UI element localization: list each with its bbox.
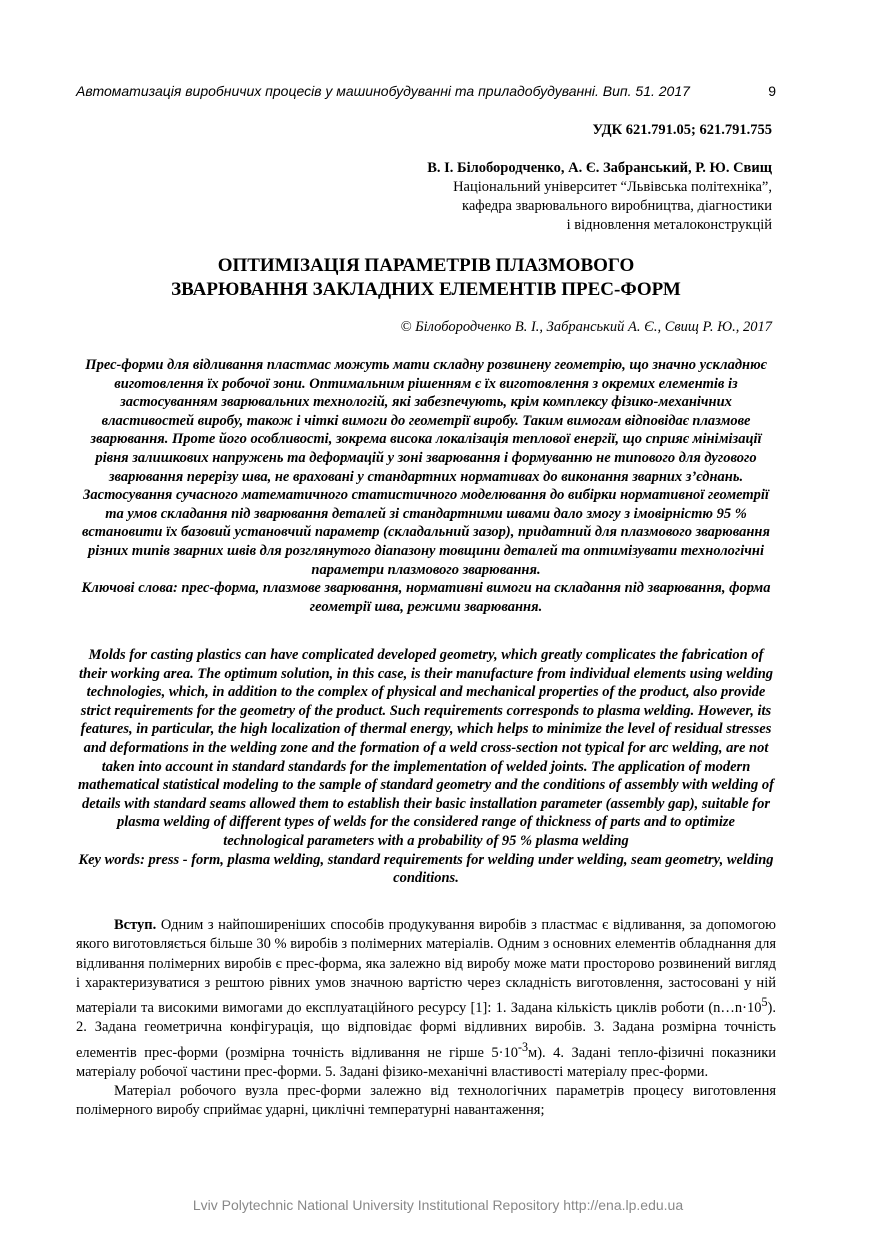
- page-number: 9: [768, 83, 776, 99]
- repository-footer: Lviv Polytechnic National University Institutional Repository http://ena.lp.edu.ua: [192, 1197, 684, 1213]
- affiliation-line: кафедра зварювального виробництва, діагностики: [462, 198, 772, 214]
- superscript: -3: [517, 1039, 529, 1054]
- article-title: [76, 254, 776, 302]
- keywords: Ключові слова: прес-форма, плазмове зварювання, нормативні вимоги на складання під зварювання, форма геометрії шва, режими зварювання.: [81, 580, 771, 615]
- abstract-ukrainian: [76, 356, 776, 616]
- journal-title: Автоматизація виробничих процесів у машинобудуванні та приладобудуванні. Вип. 51. 2017: [76, 83, 690, 99]
- abstract-text: Прес-форми для відливання пластмас можуть мати складну розвинену геометрію, що значно ускладнює виготовлення їх робочої зони. Оптимальним рішенням є їх виготовлення з окремих елементів із застосуванням зварювальних технологій, які забезпечують, крім комплексу фізико-механічних властивостей виробу, також і чіткі вимоги до геометрії виробу. Таким вимогам відповідає плазмове зварювання. Проте його особливості, зокрема висока локалізація теплової енергії, що сприяє мінімізації рівня залишкових напружень та деформацій у зоні зварювання і формуванню не типового для дугового зварювання перерізу шва, не враховані у стандартних нормативах до виконання зварних з’єднань. Застосування сучасного математичного статистичного моделювання до вибірки нормативної геометрії та умов складання під зварювання деталей зі стандартними швами дало змогу з імовірністю 95 % встановити їх базовий установчий параметр (складальний зазор), придатний для плазмового зварювання різних типів зварних швів для розглянутого діапазону товщини деталей та оптимізувати технологічні параметри плазмового зварювання.: [82, 357, 770, 578]
- title-line: ЗВАРЮВАННЯ ЗАКЛАДНИХ ЕЛЕМЕНТІВ ПРЕС-ФОРМ: [171, 279, 681, 300]
- body-text: [76, 916, 776, 1121]
- paragraph: Матеріал робочого вузла прес-форми залежно від технологічних параметрів процесу виготовлення полімерного виробу сприймає ударні, циклічні температурні навантаження;: [76, 1083, 776, 1119]
- intro-heading: Вступ.: [114, 917, 157, 933]
- paragraph-text: ). 2. Задана геометрична конфігурація, що відповідає формі відливних виробів. 3. Задана розмірна точність елементів прес-форми (розмірна точність відливання не гірше 5·10: [76, 1000, 776, 1061]
- keywords: Key words: press - form, plasma welding, standard requirements for welding under welding, seam geometry, welding conditions.: [78, 851, 774, 887]
- affiliation-line: і відновлення металоконструкцій: [566, 217, 772, 233]
- paragraph-text: Одним з найпоширеніших способів продукування виробів з пластмас є відливання, за допомогою якого виготовляється більше 30 % виробів з полімерних матеріалів. Одним з основних елементів обладнання для відливання полімерних виробів є прес-форма, яка залежно від виробу може мати просторово розвинений вигляд і характеризуватися з рештою рівних умов значною вартістю через складність виготовлення, застосовані у ній матеріали та високими вимогами до експлуатаційного ресурсу [1]: 1. Задана кількість циклів роботи (n…n·10: [76, 917, 776, 1017]
- title-line: ОПТИМІЗАЦІЯ ПАРАМЕТРІВ ПЛАЗМОВОГО: [217, 255, 635, 276]
- paragraph-text: м). 4. Задані тепло-фізичні показники матеріалу робочої частини прес-форми. 5. Задані фізико-механічні властивості матеріалу прес-форми.: [76, 1044, 777, 1080]
- abstract-text: Molds for casting plastics can have complicated developed geometry, which greatly complicates the fabrication of their working area. The optimum solution, in this case, is their manufacture from individual elements using welding technologies, which, in addition to the complex of physical and mechanical properties of the product, also provide strict requirements for the geometry of the product. Such requirements corresponds to plasma welding. However, its features, in particular, the high localization of thermal energy, which helps to minimize the level of residual stresses and deformations in the welding zone and the formation of a weld cross-section not typical for arc welding, are not taken into account in standard standards for the implementation of welded joints. The application of modern mathematical statistical modeling to the sample of standard geometry and the conditions of assembly with welding of details with standard seams allowed them to establish their basic installation parameter (assembly gap), suitable for plasma welding of different types of welds for the considered range of thickness of parts and to optimize technological parameters with a probability of 95 % plasma welding: [77, 647, 775, 849]
- superscript: 5: [761, 995, 768, 1010]
- affiliation-line: Національний університет “Львівська політехніка”,: [453, 179, 772, 195]
- abstract-english: [76, 646, 776, 888]
- intro-paragraph: [76, 916, 776, 1082]
- author-block: [427, 159, 772, 235]
- author-names: В. І. Білобородченко, А. Є. Забранський, Р. Ю. Свищ: [427, 160, 772, 176]
- udk-code: УДК 621.791.05; 621.791.755: [592, 122, 772, 138]
- copyright-line: © Білобородченко В. І., Забранський А. Є., Свищ Р. Ю., 2017: [400, 319, 772, 335]
- running-header: [76, 83, 776, 99]
